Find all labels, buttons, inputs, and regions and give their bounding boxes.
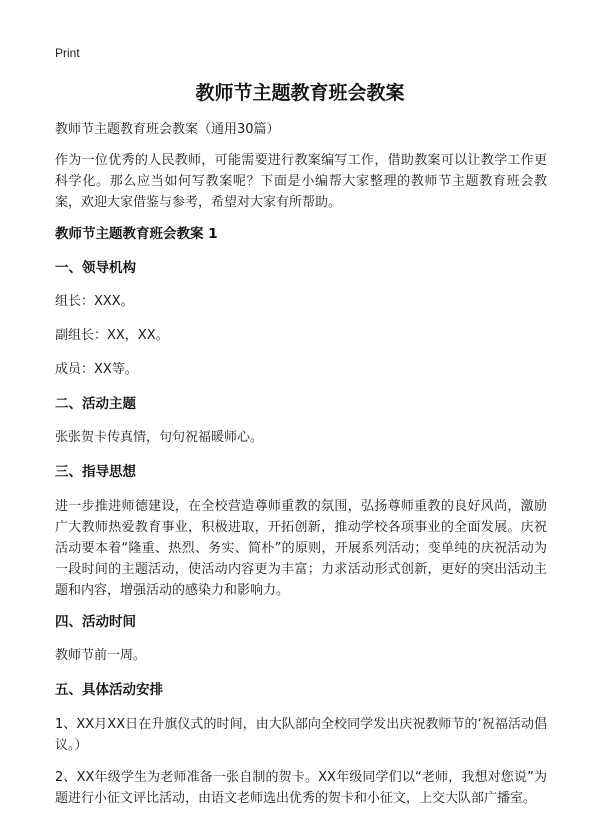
leader-line: 组长：XXX。 [55,294,134,309]
heading-activity-time: 四、活动时间 [55,614,136,630]
activity-time-line: 教师节前一周。 [55,648,147,663]
arrangement-item-2: 2、XX年级学生为老师准备一张自制的贺卡。XX年级同学们以“老师，我想对您说”为题进行小征文评比活动，由语文老师选出优秀的贺卡和小征文，上交大队部广播室。 [55,770,547,806]
guiding-idea-paragraph: 进一步推进师德建设，在全校营造尊师重教的氛围，弘扬尊师重教的良好风尚，激励广大教师热爱教育事业，积极进取，开拓创新，推动学校各项事业的全面发展。庆祝活动要本着“隆重、热烈、务实、简朴”的原则，开展系列活动；变单纯的庆祝活动为一段时间的主题活动，使活动内容更为丰富；力求活动形式创新，更好的突出活动主题和内容，增强活动的感染力和影响力。 [55,499,547,598]
arrangement-item-1: 1、XX月XX日在升旗仪式的时间，由大队部向全校同学发出庆祝教师节的‘祝福活动倡议。） [55,717,547,753]
heading-leadership: 一、领导机构 [55,260,136,276]
heading-theme: 二、活动主题 [55,396,136,412]
intro-paragraph: 作为一位优秀的人民教师，可能需要进行教案编写工作，借助教案可以让教学工作更科学化。那么应当如何写教案呢？下面是小编帮大家整理的教师节主题教育班会教案，欢迎大家借鉴与参考，希望对大家有所帮助。 [55,153,547,210]
members-line: 成员：XX等。 [55,362,138,377]
document-title: 教师节主题教育班会教案 [195,82,405,104]
print-link[interactable]: Print [55,46,80,60]
theme-line: 张张贺卡传真情，句句祝福暖师心。 [55,430,264,445]
section-title: 教师节主题教育班会教案 1 [55,226,218,242]
heading-activity-arrangement: 五、具体活动安排 [55,682,163,698]
deputy-leader-line: 副组长：XX，XX。 [55,328,169,343]
document-body [55,120,547,820]
heading-guiding-idea: 三、指导思想 [55,464,136,480]
document-subtitle: 教师节主题教育班会教案（通用30篇） [55,122,280,137]
